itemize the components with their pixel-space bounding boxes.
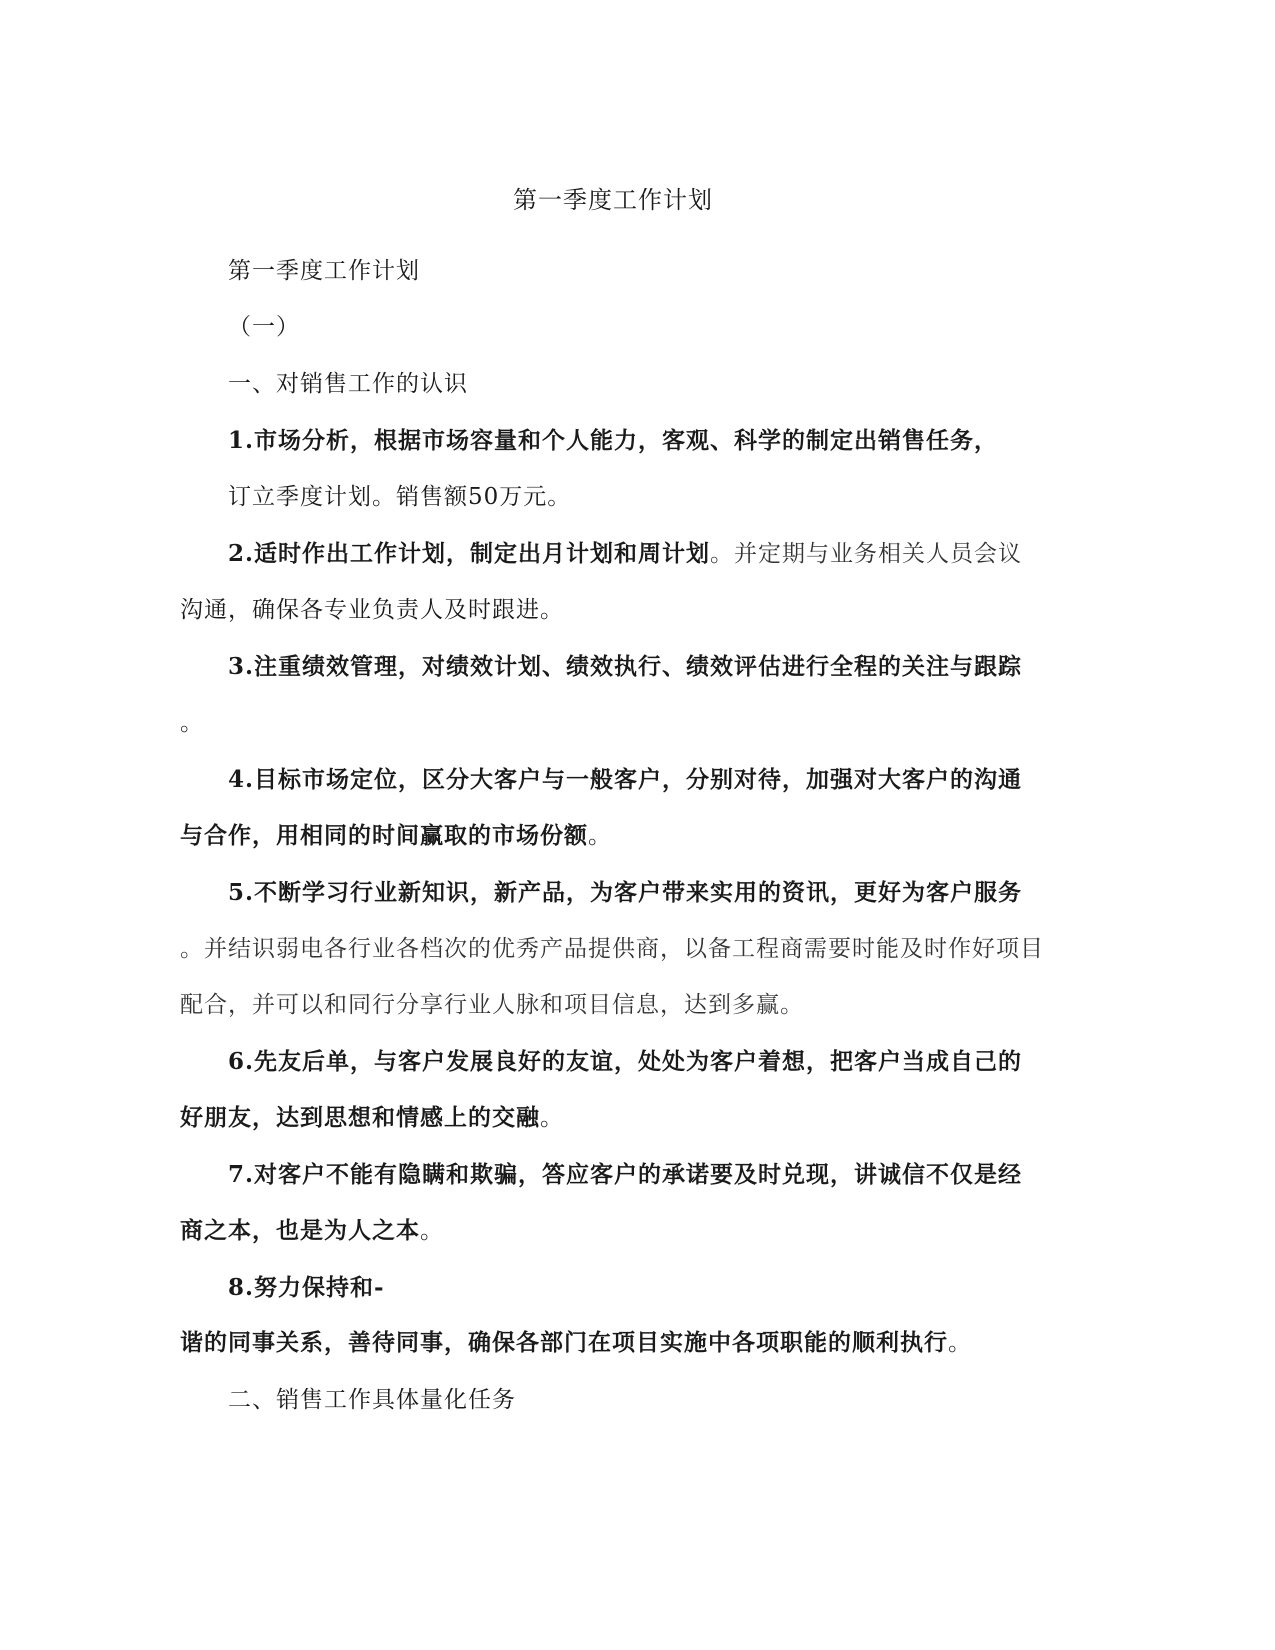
item-4-line-2: [180, 821, 612, 851]
item-1-line-1: 1.市场分析，根据市场容量和个人能力，客观、科学的制定出销售任务，: [228, 427, 999, 454]
part-label: （一）: [228, 314, 300, 340]
item-6-line-2: [180, 1103, 564, 1133]
section-heading-1: 一、对销售工作的认识: [228, 371, 468, 397]
item-8-rest-text: 。: [948, 1330, 972, 1356]
item-6-bold-text: 好朋友，达到思想和情感上的交融: [180, 1104, 540, 1131]
item-2-line-1: [228, 539, 1022, 569]
item-2-rest-text: 。并定期与业务相关人员会议: [710, 541, 1023, 567]
item-4-rest-text: 。: [588, 823, 612, 849]
item-3-line-1: 3.注重绩效管理，对绩效计划、绩效执行、绩效评估进行全程的关注与跟踪: [228, 653, 1023, 680]
section-heading-2: 二、销售工作具体量化任务: [228, 1387, 516, 1413]
item-7-rest-text: 。: [420, 1218, 444, 1244]
item-7-bold-text: 商之本，也是为人之本: [180, 1217, 420, 1244]
item-5-line-2: 。并结识弱电各行业各档次的优秀产品提供商，以备工程商需要时能及时作好项目: [180, 936, 1044, 962]
item-5-line-1: 5.不断学习行业新知识，新产品，为客户带来实用的资讯，更好为客户服务: [228, 879, 1023, 906]
item-6-rest-text: 。: [540, 1105, 564, 1131]
item-8-bold-text: 谐的同事关系，善待同事，确保各部门在项目实施中各项职能的顺利执行: [180, 1329, 948, 1356]
item-5-line-3: 配合，并可以和同行分享行业人脉和项目信息，达到多赢。: [180, 992, 804, 1018]
item-6-line-1: 6.先友后单，与客户发展良好的友谊，处处为客户着想，把客户当成自己的: [228, 1048, 1023, 1075]
item-8-line-2: [180, 1328, 972, 1358]
item-4-line-1: 4.目标市场定位，区分大客户与一般客户，分别对待，加强对大客户的沟通: [228, 766, 1023, 793]
item-2-bold-text: 2.适时作出工作计划，制定出月计划和周计划: [228, 540, 711, 567]
item-7-line-1: 7.对客户不能有隐瞒和欺骗，答应客户的承诺要及时兑现，讲诚信不仅是经: [228, 1161, 1023, 1188]
item-2-line-2: 沟通，确保各专业负责人及时跟进。: [180, 597, 564, 623]
item-7-line-2: [180, 1216, 444, 1246]
document-subtitle: 第一季度工作计划: [228, 258, 420, 284]
item-1-line-2: 订立季度计划。销售额50万元。: [228, 484, 572, 510]
item-4-bold-text: 与合作，用相同的时间赢取的市场份额: [180, 822, 588, 849]
item-3-line-2: 。: [180, 710, 204, 736]
document-title: 第一季度工作计划: [513, 186, 713, 214]
item-8-line-1: 8.努力保持和-: [228, 1274, 385, 1301]
